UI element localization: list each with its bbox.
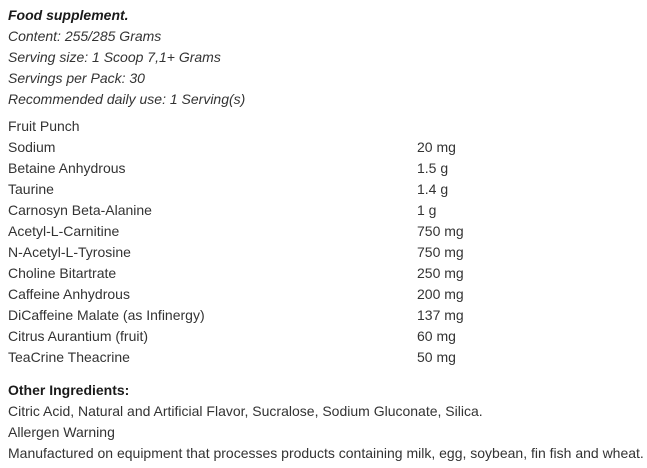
ingredient-amount: 750 mg xyxy=(417,223,464,239)
ingredient-amount: 20 mg xyxy=(417,139,456,155)
table-row xyxy=(8,179,647,200)
label-header xyxy=(8,5,647,110)
other-ingredients-heading: Other Ingredients: xyxy=(8,382,130,398)
flavor-row xyxy=(8,116,647,137)
ingredient-name: Citrus Aurantium (fruit) xyxy=(8,328,149,344)
allergen-warning-heading: Allergen Warning xyxy=(8,424,115,440)
servings-per-pack-line: Servings per Pack: 30 xyxy=(8,70,145,86)
table-row xyxy=(8,200,647,221)
ingredient-name: N-Acetyl-L-Tyrosine xyxy=(8,244,131,260)
ingredient-amount: 250 mg xyxy=(417,265,464,281)
nutrition-table xyxy=(8,116,647,368)
label-footer xyxy=(8,380,647,464)
ingredient-amount: 1 g xyxy=(417,202,437,218)
ingredient-name: Caffeine Anhydrous xyxy=(8,286,130,302)
content-line: Content: 255/285 Grams xyxy=(8,28,162,44)
other-ingredients-text: Citric Acid, Natural and Artificial Flavor, Sucralose, Sodium Gluconate, Silica. xyxy=(8,403,483,419)
ingredient-name: Betaine Anhydrous xyxy=(8,160,126,176)
ingredient-name: Choline Bitartrate xyxy=(8,265,117,281)
allergen-warning-text: Manufactured on equipment that processes products containing milk, egg, soybean, fin fish and wheat. xyxy=(8,445,644,461)
ingredient-amount: 60 mg xyxy=(417,328,456,344)
flavor-name: Fruit Punch xyxy=(8,118,80,134)
ingredient-name: TeaCrine Theacrine xyxy=(8,349,130,365)
table-row xyxy=(8,347,647,368)
table-row xyxy=(8,284,647,305)
table-row xyxy=(8,263,647,284)
ingredient-amount: 750 mg xyxy=(417,244,464,260)
recommended-use-line: Recommended daily use: 1 Serving(s) xyxy=(8,91,246,107)
label-title: Food supplement. xyxy=(8,7,129,23)
ingredient-amount: 137 mg xyxy=(417,307,464,323)
table-row xyxy=(8,221,647,242)
table-row xyxy=(8,242,647,263)
serving-size-line: Serving size: 1 Scoop 7,1+ Grams xyxy=(8,49,221,65)
ingredient-name: Acetyl-L-Carnitine xyxy=(8,223,120,239)
ingredient-amount: 200 mg xyxy=(417,286,464,302)
ingredient-name: Taurine xyxy=(8,181,54,197)
table-row xyxy=(8,137,647,158)
ingredient-amount: 1.4 g xyxy=(417,181,449,197)
table-row xyxy=(8,326,647,347)
ingredient-amount: 50 mg xyxy=(417,349,456,365)
ingredient-name: Sodium xyxy=(8,139,56,155)
table-row xyxy=(8,158,647,179)
ingredient-amount: 1.5 g xyxy=(417,160,449,176)
ingredient-name: Carnosyn Beta-Alanine xyxy=(8,202,152,218)
table-row xyxy=(8,305,647,326)
ingredient-name: DiCaffeine Malate (as Infinergy) xyxy=(8,307,205,323)
